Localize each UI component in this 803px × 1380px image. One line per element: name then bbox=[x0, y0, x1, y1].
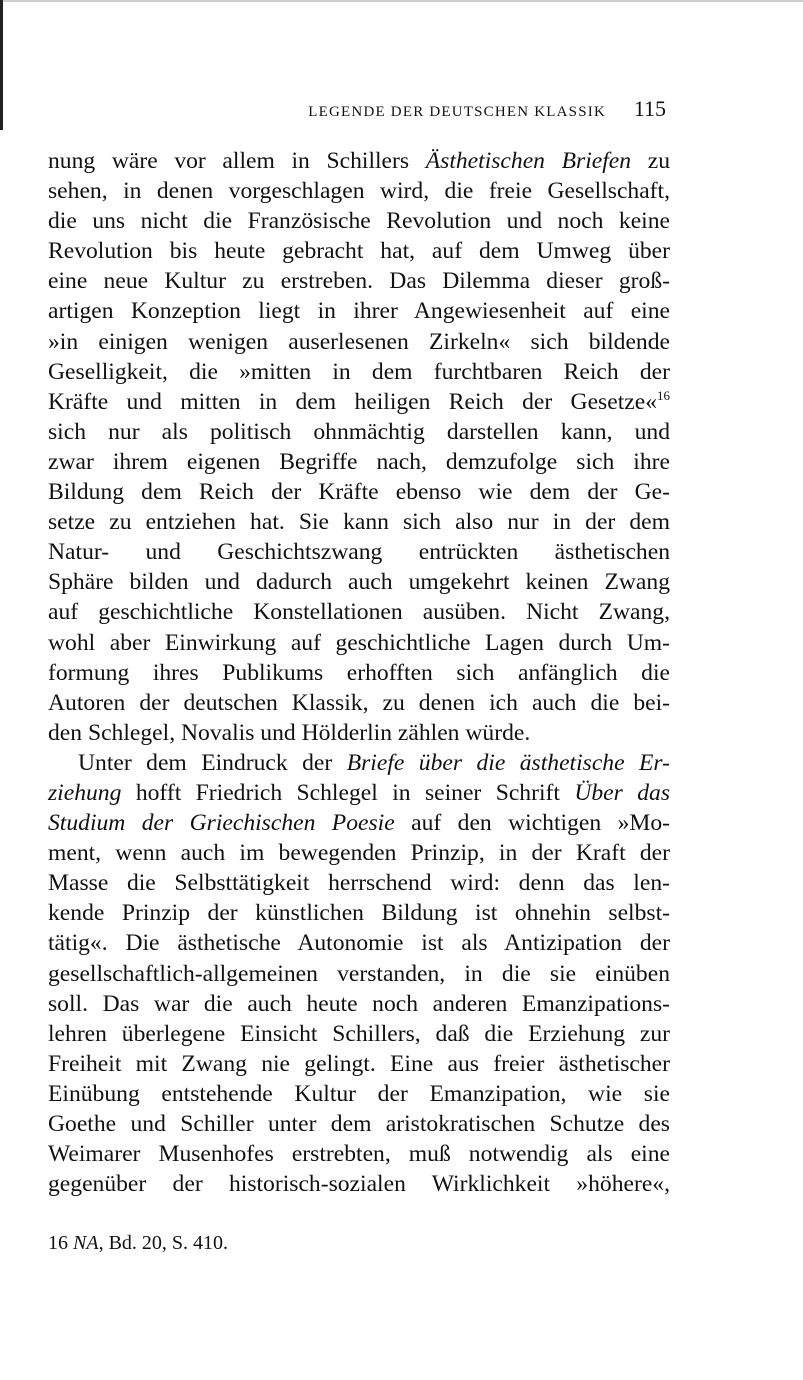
text-line bbox=[48, 628, 670, 658]
text-line bbox=[48, 266, 670, 296]
footnote-marker: 16 bbox=[657, 387, 670, 403]
line-text: wohl aber Einwirkung auf geschichtliche Lagen durch Um- bbox=[48, 629, 670, 656]
italic-text: Über das bbox=[574, 779, 670, 806]
line-text: formung ihres Publikums erhofften sich anfänglich die bbox=[48, 659, 670, 686]
text-line bbox=[48, 989, 670, 1019]
line-text: soll. Das war die auch heute noch anderen Emanzipations- bbox=[48, 990, 670, 1017]
line-text: Natur- und Geschichtszwang entrückten ästhetischen bbox=[48, 539, 670, 566]
text-line bbox=[48, 477, 670, 507]
text-line bbox=[48, 1019, 670, 1049]
line-text: auf den wichtigen »Mo- bbox=[394, 810, 670, 837]
line-text: Einübung entstehende Kultur der Emanzipation, wie sie bbox=[48, 1080, 670, 1107]
text-line bbox=[48, 387, 670, 417]
text-line bbox=[48, 447, 670, 477]
line-text: Weimarer Musenhofes erstrebten, muß notwendig als eine bbox=[48, 1141, 670, 1168]
line-text: Revolution bis heute gebracht hat, auf dem Umweg über bbox=[48, 238, 670, 265]
line-text: gesellschaftlich-allgemeinen verstanden, in die sie einüben bbox=[48, 960, 670, 987]
line-text: zu bbox=[631, 148, 670, 174]
line-text: Autoren der deutschen Klassik, zu denen ich auch die bei- bbox=[48, 689, 670, 716]
text-line bbox=[48, 327, 670, 357]
line-text: Goethe und Schiller unter dem aristokratischen Schutze des bbox=[48, 1111, 670, 1137]
text-line bbox=[48, 959, 670, 989]
text-line bbox=[48, 688, 670, 718]
line-text: hofft Friedrich Schlegel in seiner Schrift bbox=[121, 779, 575, 806]
text-line bbox=[48, 146, 670, 176]
text-line bbox=[48, 1109, 670, 1139]
line-text: artigen Konzeption liegt in ihrer Angewiesenheit auf eine bbox=[48, 298, 670, 325]
line-text: die uns nicht die Französische Revolution und noch keine bbox=[48, 208, 670, 235]
line-text: kende Prinzip der künstlichen Bildung ist ohnehin selbst- bbox=[48, 900, 670, 927]
line-text: Bildung dem Reich der Kräfte ebenso wie dem der Ge- bbox=[48, 479, 670, 506]
line-text: eine neue Kultur zu erstreben. Das Dilemma dieser groß- bbox=[48, 268, 670, 295]
line-text: Kräfte und mitten in dem heiligen Reich der Gesetze« bbox=[48, 388, 657, 415]
footnote-reference: , Bd. 20, S. 410. bbox=[98, 1232, 229, 1254]
italic-text: Studium der Griechischen Poesie bbox=[48, 810, 395, 837]
text-line bbox=[48, 567, 670, 597]
footnote-number: 16 bbox=[48, 1232, 68, 1254]
text-line bbox=[48, 357, 670, 387]
line-text: auf geschichtliche Konstellationen ausüben. Nicht Zwang, bbox=[48, 599, 670, 626]
line-text: Unter dem Eindruck der bbox=[78, 749, 347, 776]
line-text: Masse die Selbsttätigkeit herrschend wird: denn das len- bbox=[48, 870, 670, 897]
text-line bbox=[48, 928, 670, 958]
line-text: nung wäre vor allem in Schillers bbox=[48, 148, 426, 174]
line-text: lehren überlegene Einsicht Schillers, daß die Erziehung zur bbox=[48, 1020, 670, 1047]
line-text: ment, wenn auch im bewegenden Prinzip, in der Kraft der bbox=[48, 840, 670, 867]
text-line bbox=[48, 537, 670, 567]
italic-text: ziehung bbox=[48, 779, 122, 806]
text-line bbox=[48, 748, 670, 778]
text-line bbox=[48, 808, 670, 838]
footnote-16 bbox=[48, 1232, 228, 1255]
line-text: gegenüber der historisch-sozialen Wirklichkeit »höhere«, bbox=[48, 1171, 670, 1198]
running-head: LEGENDE DER DEUTSCHEN KLASSIK bbox=[308, 104, 606, 120]
text-line bbox=[48, 1139, 670, 1169]
text-line bbox=[48, 838, 670, 868]
line-text: tätig«. Die ästhetische Autonomie ist als Antizipation der bbox=[48, 930, 670, 957]
text-line bbox=[48, 417, 670, 447]
line-text: Geselligkeit, die »mitten in dem furchtbaren Reich der bbox=[48, 358, 670, 385]
text-line bbox=[48, 597, 670, 627]
line-text: Sphäre bilden und dadurch auch umgekehrt keinen Zwang bbox=[48, 569, 670, 596]
page-number: 115 bbox=[633, 96, 666, 121]
text-line bbox=[48, 176, 670, 206]
italic-text: Ästhetischen Briefen bbox=[425, 148, 632, 174]
text-line bbox=[48, 658, 670, 688]
line-text: sehen, in denen vorgeschlagen wird, die freie Gesellschaft, bbox=[48, 178, 670, 205]
italic-text: Briefe über die ästhetische Er- bbox=[346, 749, 670, 776]
line-text: zwar ihrem eigenen Begriffe nach, demzufolge sich ihre bbox=[48, 448, 670, 475]
text-line bbox=[48, 206, 670, 236]
line-text: Freiheit mit Zwang nie gelingt. Eine aus freier ästhetischer bbox=[48, 1050, 670, 1077]
line-text: »in einigen wenigen auserlesenen Zirkeln« sich bildende bbox=[48, 328, 670, 355]
line-text: setze zu entziehen hat. Sie kann sich also nur in der dem bbox=[48, 509, 670, 536]
page-header bbox=[48, 92, 666, 126]
text-line bbox=[48, 868, 670, 898]
text-line bbox=[48, 718, 670, 748]
line-text: sich nur als politisch ohnmächtig darstellen kann, und bbox=[48, 418, 670, 445]
scan-edge-left bbox=[0, 0, 3, 130]
body-text bbox=[48, 146, 670, 1199]
line-text: den Schlegel, Novalis und Hölderlin zählen würde. bbox=[48, 719, 531, 746]
text-line bbox=[48, 1049, 670, 1079]
footnote-work: NA bbox=[73, 1232, 99, 1254]
text-line bbox=[48, 1169, 670, 1199]
text-line bbox=[48, 236, 670, 266]
text-line bbox=[48, 778, 670, 808]
text-line bbox=[48, 898, 670, 928]
text-line bbox=[48, 507, 670, 537]
text-line bbox=[48, 1079, 670, 1109]
text-line bbox=[48, 296, 670, 326]
scan-edge-top bbox=[0, 0, 803, 2]
